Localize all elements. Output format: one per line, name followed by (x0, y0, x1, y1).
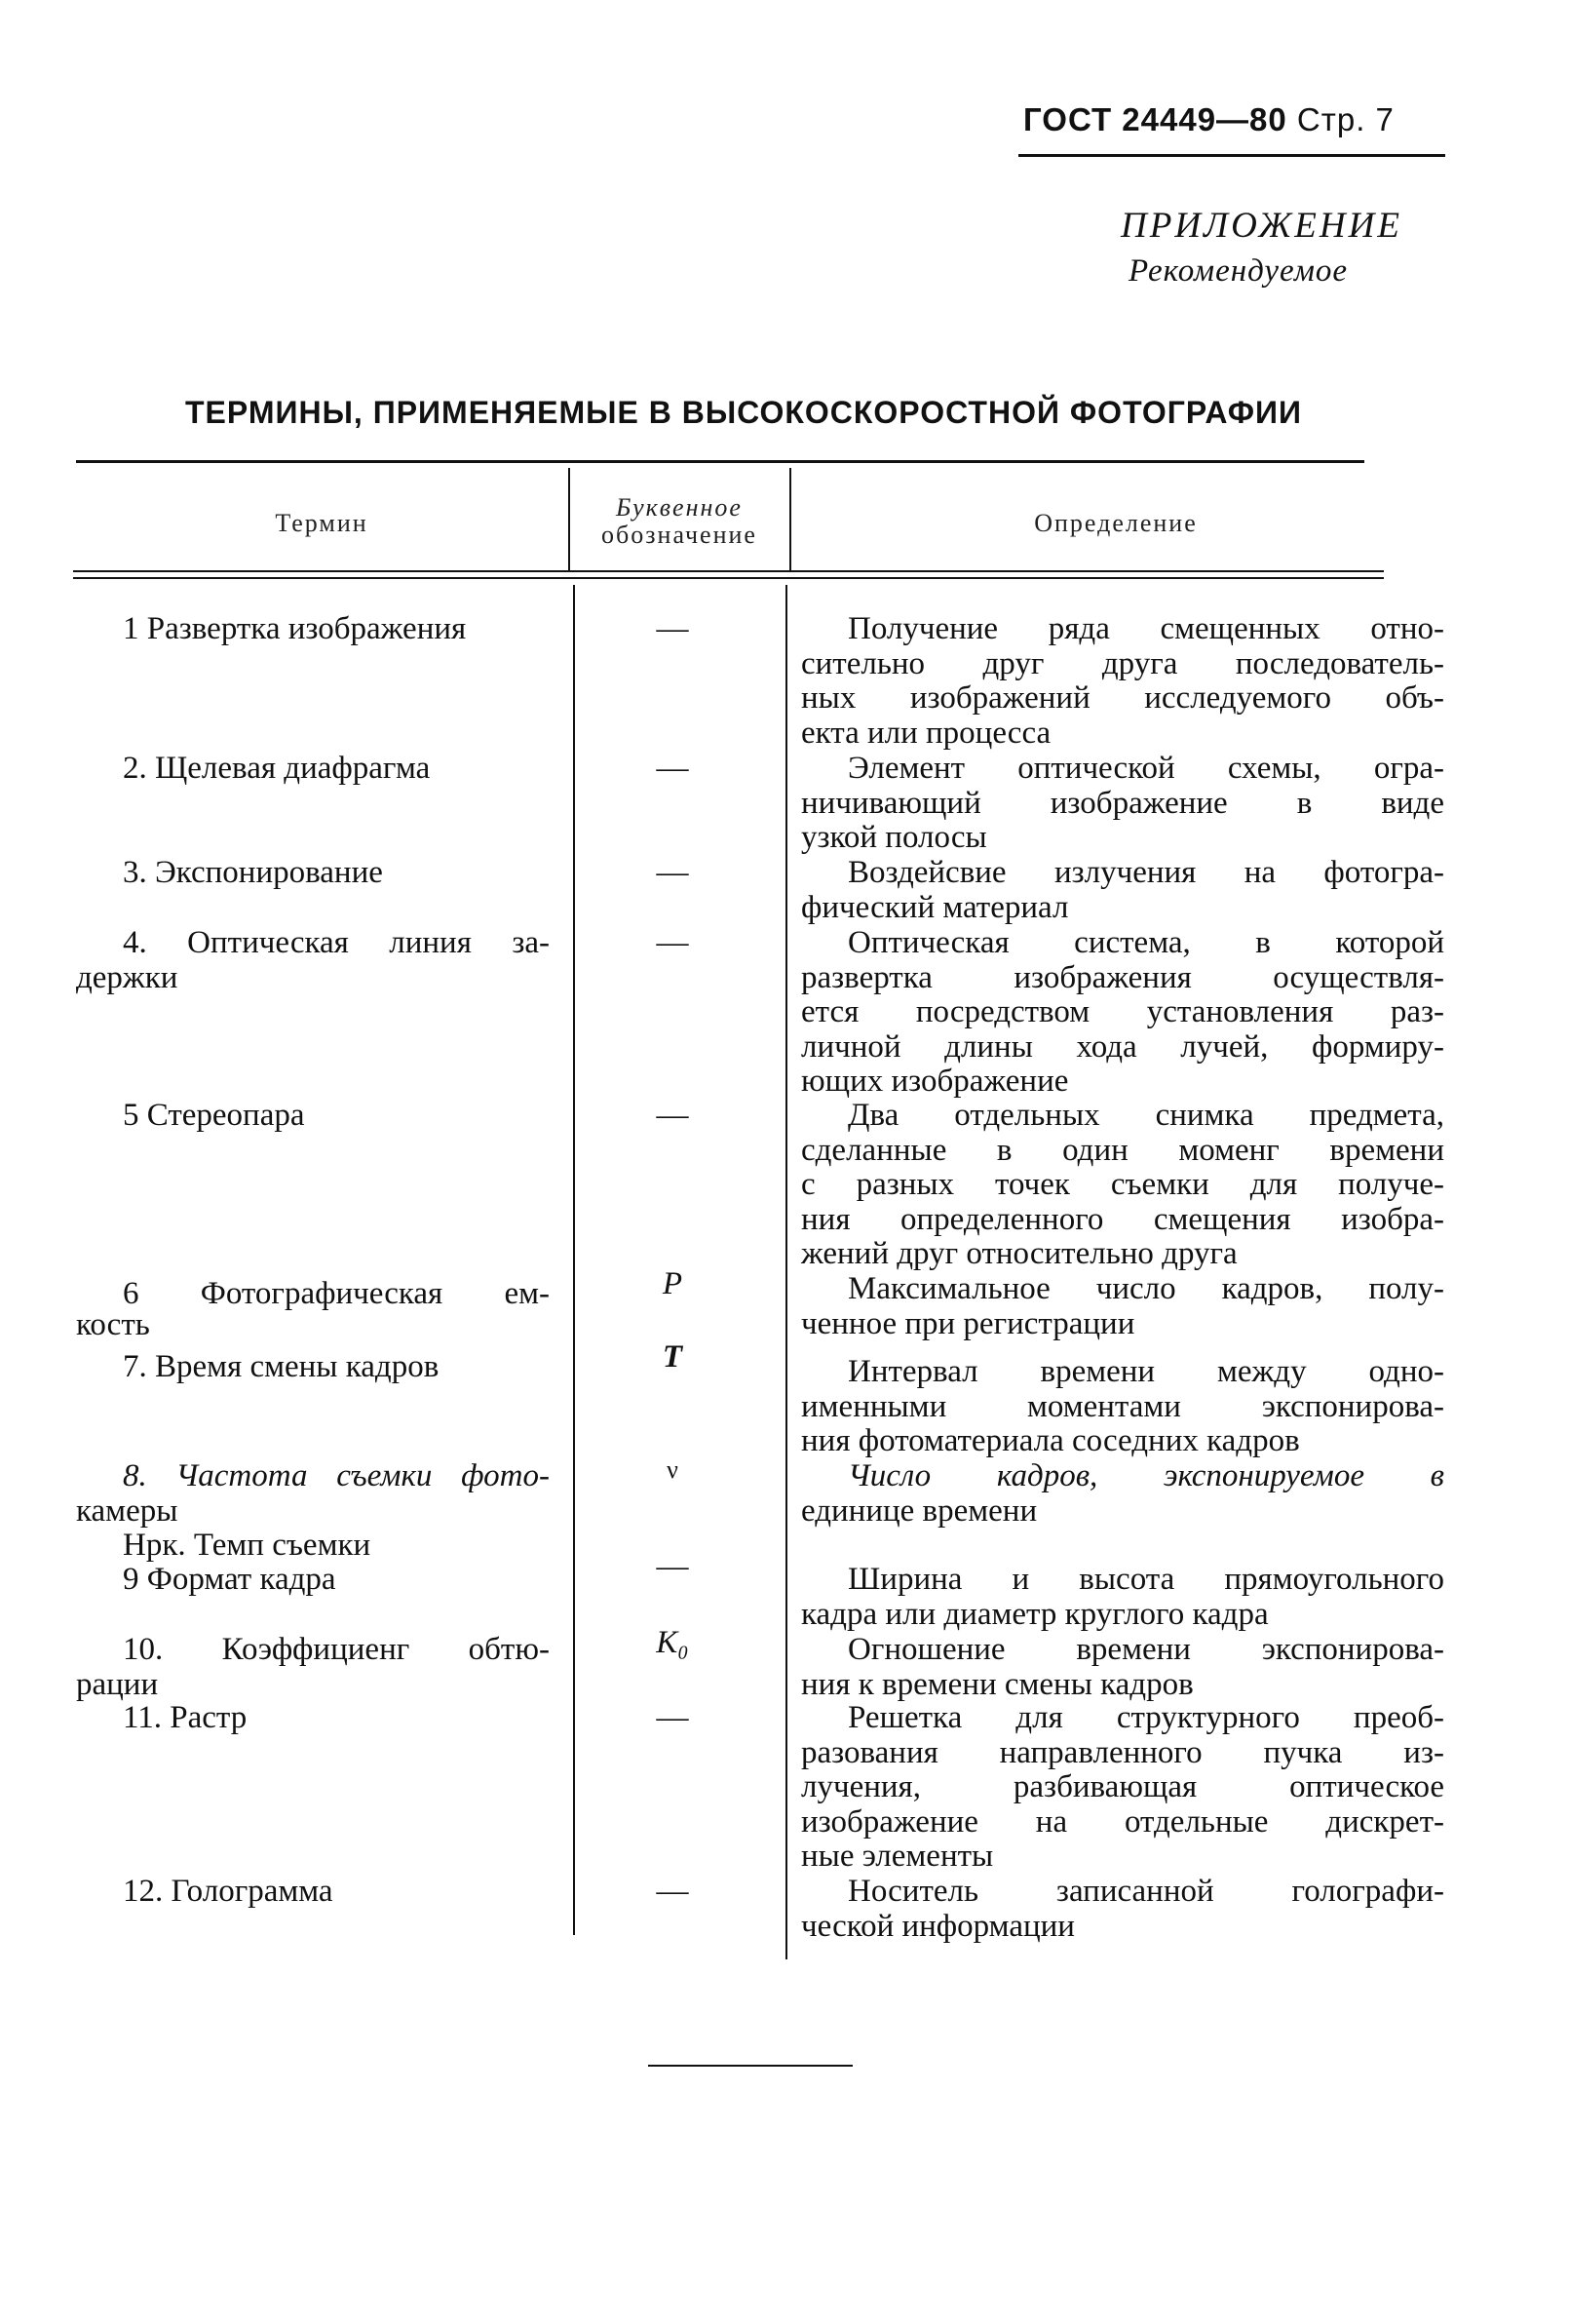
table-row-11-symbol: — (656, 1700, 689, 1735)
column-divider-body-2 (785, 585, 787, 1959)
page-number: Стр. 7 (1296, 101, 1395, 137)
term-line: камеры (76, 1492, 178, 1529)
definition-line: Получение ряда смещенных отно- (848, 611, 1444, 646)
table-row-9-symbol: — (656, 1549, 689, 1584)
column-header-term: Термин (275, 509, 368, 537)
column-header-definition: Определение (1034, 509, 1198, 537)
table-row-3-symbol: — (656, 855, 689, 890)
term-line: 4. Оптическая линия за- (123, 925, 550, 960)
table-row-6-term (76, 1276, 550, 1342)
column-header-symbol-line2: обозначение (601, 521, 757, 549)
definition-line: ченное при регистрации (801, 1305, 1135, 1341)
definition-line: ничивающий изображение в виде (801, 785, 1444, 821)
definition-line: единице времени (801, 1492, 1038, 1529)
definition-line: жений друг относительно друга (801, 1236, 1238, 1271)
table-row-5-symbol: — (656, 1098, 689, 1133)
term-line: держки (76, 959, 178, 995)
definition-line: Огношение времени экспонирова- (848, 1632, 1444, 1667)
table-row-9-term (76, 1563, 550, 1598)
table-row-7-symbol: T (662, 1339, 683, 1375)
table-row-4-term (76, 926, 550, 995)
term-line: 9 Формат кадра (123, 1562, 336, 1597)
definition-line: личной длины хода лучей, формиру- (801, 1028, 1444, 1065)
term-line: 6 Фотографическая ем- (123, 1276, 550, 1311)
definition-line: лучения, разбивающая оптическое (801, 1769, 1444, 1804)
table-row-1-symbol: — (656, 611, 689, 646)
definition-line: Два отдельных снимка предмета, (848, 1098, 1444, 1133)
definition-line: Интервал времени между одно- (848, 1354, 1444, 1389)
definition-line: развертка изображения осуществля- (801, 959, 1444, 995)
column-divider-body-1 (573, 585, 575, 1935)
appendix-title: ПРИЛОЖЕНИЕ (1121, 206, 1402, 246)
table-row-7-definition (801, 1355, 1444, 1459)
header-rule (1018, 154, 1445, 157)
table-row-12-symbol: — (656, 1874, 689, 1909)
column-divider-header-1 (568, 468, 570, 570)
table-row-7-term (76, 1350, 550, 1385)
table-row-10-symbol: K₀ (656, 1625, 689, 1660)
definition-line: сделанные в один моменг времени (801, 1132, 1444, 1168)
table-row-10-definition (801, 1633, 1444, 1702)
table-top-rule (76, 460, 1364, 463)
term-line: 1 Развертка изображения (123, 611, 467, 646)
standard-number: ГОСТ 24449—80 (1023, 101, 1287, 137)
definition-line: ния фотоматериала соседних кадров (801, 1423, 1300, 1458)
table-header-rule (73, 570, 1384, 572)
definition-line: Элемент оптической схемы, огра- (848, 751, 1444, 786)
definition-line: ния к времени смены кадров (801, 1666, 1194, 1702)
definition-line: Воздейсвие излучения на фотогра- (848, 855, 1444, 890)
definition-line: ния определенного смещения изобра- (801, 1201, 1444, 1237)
definition-line: ных изображений исследуемого объ- (801, 680, 1444, 716)
table-row-8-definition (801, 1459, 1444, 1529)
definition-line: Ширина и высота прямоугольного (848, 1562, 1444, 1597)
definition-line: сительно друг друга последователь- (801, 645, 1444, 681)
definition-line: узкой полосы (801, 820, 987, 855)
table-row-4-symbol: — (656, 925, 689, 960)
table-row-1-definition (801, 612, 1444, 751)
table-row-11-definition (801, 1701, 1444, 1875)
term-line: 7. Время смены кадров (123, 1349, 440, 1384)
term-line: Нрк. Темп съемки (123, 1528, 371, 1563)
table-row-12-term (76, 1875, 550, 1910)
table-row-10-term (76, 1633, 550, 1702)
table-row-4-definition (801, 926, 1444, 1100)
definition-line: кадра или диаметр круглого кадра (801, 1596, 1269, 1632)
definition-line: ческой информации (801, 1908, 1075, 1944)
definition-line: ется посредством установления раз- (801, 994, 1444, 1029)
term-line: рации (76, 1666, 159, 1702)
table-row-2-symbol: — (656, 751, 689, 786)
table-row-6-definition (801, 1272, 1444, 1341)
definition-line: Число кадров, экспонируемое в (848, 1458, 1444, 1493)
definition-line: екта или процесса (801, 715, 1052, 751)
table-row-5-definition (801, 1099, 1444, 1272)
term-line: 5 Стереопара (123, 1098, 305, 1133)
table-row-8-term (76, 1459, 550, 1564)
definition-line: ющих изображение (801, 1064, 1069, 1099)
definition-line: Оптическая система, в которой (848, 925, 1444, 960)
document-title: ТЕРМИНЫ, ПРИМЕНЯЕМЫЕ В ВЫСОКОСКОРОСТНОЙ ФОТОГРАФИИ (185, 395, 1302, 430)
definition-line: разования направленного пучка из- (801, 1734, 1444, 1770)
definition-line: Максимальное число кадров, полу- (848, 1271, 1444, 1306)
definition-line: именными моментами экспонирова- (801, 1388, 1444, 1424)
table-row-3-term (76, 856, 550, 891)
table-row-9-definition (801, 1563, 1444, 1632)
definition-line: ные элементы (801, 1839, 994, 1874)
table-row-5-term (76, 1099, 550, 1134)
definition-line: с разных точек съемки для получе- (801, 1167, 1444, 1202)
table-row-12-definition (801, 1875, 1444, 1944)
table-row-2-term (76, 752, 550, 787)
term-line: 12. Голограмма (123, 1874, 333, 1909)
column-header-symbol-line1: Буквенное (616, 493, 743, 522)
definition-line: фический материал (801, 889, 1069, 925)
definition-line: Решетка для структурного преоб- (848, 1700, 1444, 1735)
definition-line: изображение на отдельные дискрет- (801, 1803, 1444, 1840)
table-row-1-term (76, 612, 550, 647)
document-header (1023, 101, 1452, 138)
term-line: 3. Экспонирование (123, 855, 383, 890)
appendix-status: Рекомендуемое (1129, 253, 1349, 289)
term-line: кость (76, 1306, 150, 1342)
term-line: 11. Растр (123, 1700, 248, 1735)
term-line: 8. Частота съемки фото- (123, 1458, 550, 1493)
table-row-6-symbol: P (662, 1266, 683, 1301)
column-divider-header-2 (789, 468, 791, 570)
table-row-2-definition (801, 752, 1444, 856)
term-line: 2. Щелевая диафрагма (123, 751, 431, 786)
table-row-11-term (76, 1701, 550, 1736)
definition-line: Носитель записанной голографи- (848, 1874, 1444, 1909)
end-rule (648, 2065, 853, 2067)
term-line: 10. Коэффициенг обтю- (123, 1632, 550, 1667)
table-header-rule-2 (73, 577, 1384, 579)
table-row-3-definition (801, 856, 1444, 925)
table-row-8-symbol: ν (667, 1455, 678, 1484)
